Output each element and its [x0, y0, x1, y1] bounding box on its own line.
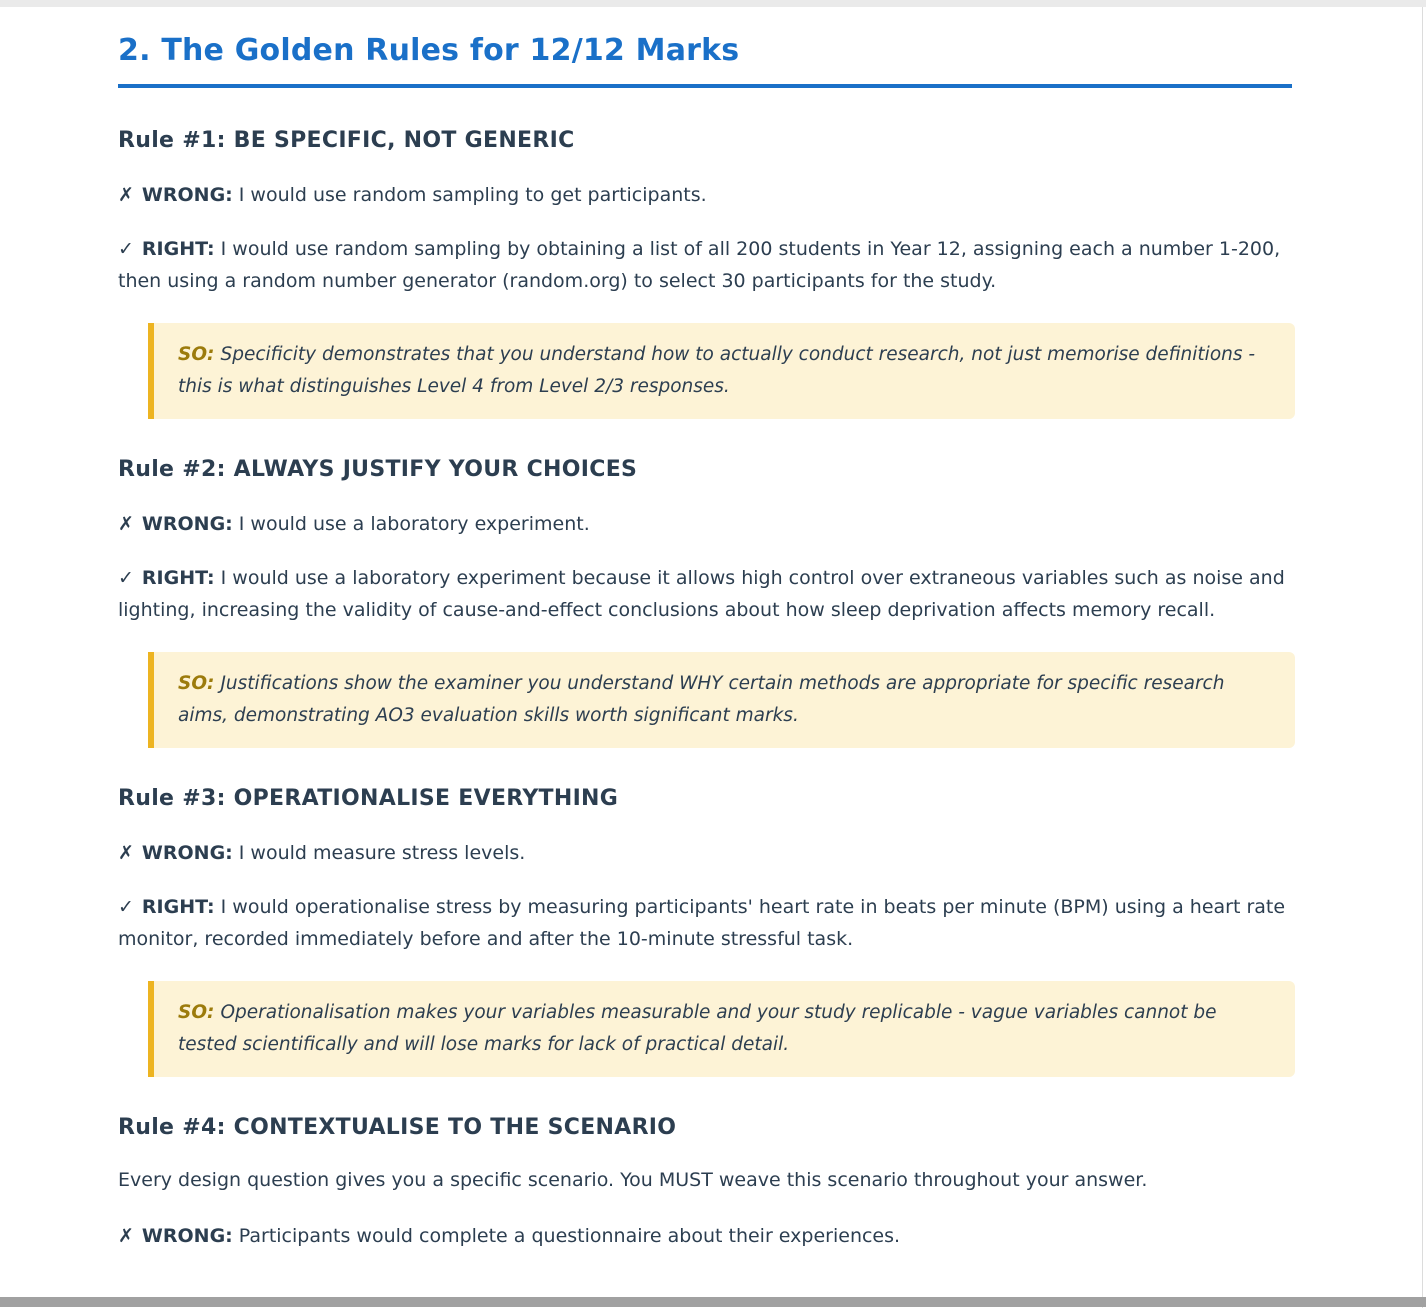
rule-2-heading: Rule #2: ALWAYS JUSTIFY YOUR CHOICES [118, 457, 638, 482]
right-text: I would use a laboratory experiment because it allows high control over extraneous variables such as noise and lighting, increasing the validity of cause-and-effect conclusions about how sleep deprivation affects memory recall. [118, 567, 1285, 621]
rule-1-heading: Rule #1: BE SPECIFIC, NOT GENERIC [118, 128, 575, 153]
rule-2-wrong-example [118, 508, 1292, 540]
so-label: SO: [178, 344, 215, 365]
rule-1-section [118, 128, 1292, 419]
so-label: SO: [178, 673, 215, 694]
so-text: Specificity demonstrates that you understand how to actually conduct research, not just memorise definitions - this is what distinguishes Level 4 from Level 2/3 responses. [178, 344, 1256, 397]
document-page [0, 7, 1422, 1308]
rule-1-right-example [118, 233, 1292, 297]
so-text: Justifications show the examiner you understand WHY certain methods are appropriate for specific research aims, demonstrating AO3 evaluation skills worth significant marks. [178, 673, 1225, 726]
rule-2-section [118, 457, 1292, 748]
rule-2-right-example [118, 562, 1292, 626]
so-label: SO: [178, 1002, 215, 1023]
bottom-divider-bar [0, 1297, 1426, 1307]
wrong-label: WRONG: [141, 513, 233, 535]
wrong-text: I would use a laboratory experiment. [238, 513, 590, 535]
rule-4-wrong-example [118, 1220, 1292, 1252]
wrong-text: I would measure stress levels. [238, 842, 526, 864]
right-label: RIGHT: [141, 238, 215, 260]
right-label: RIGHT: [141, 896, 215, 918]
right-text: I would use random sampling by obtaining a list of all 200 students in Year 12, assigning each a number 1-200, then using a random number generator (random.org) to select 30 participants for the study. [118, 238, 1281, 292]
rule-4-heading: Rule #4: CONTEXTUALISE TO THE SCENARIO [118, 1115, 677, 1140]
rule-1-so-callout [148, 323, 1295, 419]
x-mark-icon: ✗ [118, 1225, 134, 1247]
right-text: I would operationalise stress by measuring participants' heart rate in beats per minute (BPM) using a heart rate monitor, recorded immediately before and after the 10-minute stressful task. [118, 896, 1286, 950]
rule-3-heading: Rule #3: OPERATIONALISE EVERYTHING [118, 786, 619, 811]
rule-3-right-example [118, 891, 1292, 955]
rule-3-so-callout [148, 981, 1295, 1077]
rule-1-wrong-example [118, 179, 1292, 211]
rule-4-section [118, 1115, 1292, 1252]
check-mark-icon: ✓ [118, 896, 134, 918]
page-right-border [1422, 7, 1423, 1308]
check-mark-icon: ✓ [118, 567, 134, 589]
document-content [118, 33, 1292, 1252]
check-mark-icon: ✓ [118, 238, 134, 260]
rule-3-section [118, 786, 1292, 1077]
rule-3-wrong-example [118, 837, 1292, 869]
rule-4-intro: Every design question gives you a specific scenario. You MUST weave this scenario throughout your answer. [118, 1169, 1148, 1191]
wrong-label: WRONG: [141, 184, 233, 206]
so-text: Operationalisation makes your variables measurable and your study replicable - vague variables cannot be tested scientifically and will lose marks for lack of practical detail. [178, 1002, 1217, 1055]
wrong-text: I would use random sampling to get participants. [238, 184, 707, 206]
wrong-label: WRONG: [141, 1225, 233, 1247]
page-top-border [0, 0, 1426, 7]
title-underline [118, 84, 1292, 88]
wrong-label: WRONG: [141, 842, 233, 864]
x-mark-icon: ✗ [118, 184, 134, 206]
rule-2-so-callout [148, 652, 1295, 748]
page-title: 2. The Golden Rules for 12/12 Marks [118, 33, 740, 68]
wrong-text: Participants would complete a questionnaire about their experiences. [238, 1225, 901, 1247]
x-mark-icon: ✗ [118, 842, 134, 864]
x-mark-icon: ✗ [118, 513, 134, 535]
right-label: RIGHT: [141, 567, 215, 589]
